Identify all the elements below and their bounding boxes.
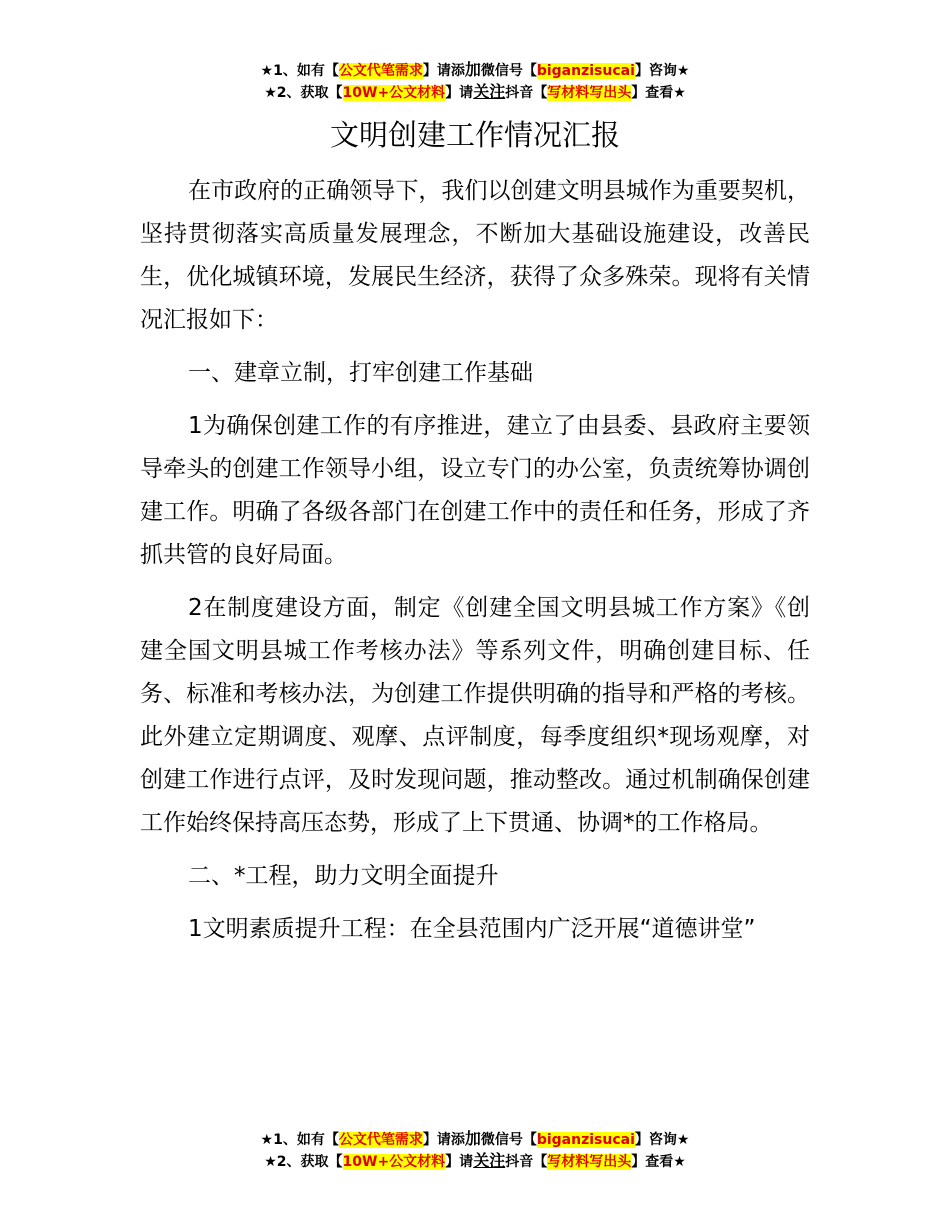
promo-line-1 <box>0 59 950 81</box>
promo-text: 】请 <box>445 85 474 101</box>
promo-text: 】请 <box>445 1154 474 1170</box>
promo-text: ★1、如有【 <box>260 1132 339 1148</box>
promo-highlight: 10W+公文材料 <box>342 85 446 101</box>
section-heading-1: 一、建章立制，打牢创建工作基础 <box>188 360 533 386</box>
promo-text: 微信号【 <box>480 1132 537 1148</box>
promo-emphasis: 加 <box>464 60 481 79</box>
promo-text: 】咨询★ <box>634 63 690 79</box>
promo-text: 抖音【 <box>505 85 548 101</box>
document-title: 文明创建工作情况汇报 <box>329 118 620 152</box>
paragraph-1-2: 2在制度建设方面，制定《创建全国文明县城工作方案》《创建全国文明县城工作考核办法》等系列文件，明确创建目标、任务、标准和考核办法，为创建工作提供明确的指导和严格的考核。此外建立定期调度、观摩、点评制度，每季度组织*现场观摩，对创建工作进行点评，及时发现问题，推动整改。通过机制确保创建工作始终保持高压态势，形成了上下贯通、协调*的工作格局。 <box>140 595 810 836</box>
promo-text: 】查看★ <box>631 85 686 101</box>
promo-highlight: 写材料写出头 <box>547 85 632 101</box>
promo-highlight: 10W+公文材料 <box>342 1154 446 1170</box>
promo-highlight: biganzisucai <box>536 63 635 79</box>
paragraph-1-1: 1为确保创建工作的有序推进，建立了由县委、县政府主要领导牵头的创建工作领导小组，设立专门的办公室，负责统筹协调创建工作。明确了各级各部门在创建工作中的责任和任务，形成了齐抓共管的良好局面。 <box>140 413 810 568</box>
promo-text: 】请添 <box>422 1132 465 1148</box>
promo-line-1 <box>0 1128 950 1150</box>
promo-text: 】咨询★ <box>634 1132 690 1148</box>
document-body <box>140 170 810 961</box>
paragraph-intro: 在市政府的正确领导下，我们以创建文明县城作为重要契机，坚持贯彻落实高质量发展理念，不断加大基础设施建设，改善民生，优化城镇环境，发展民生经济，获得了众多殊荣。现将有关情况汇报如下： <box>140 178 810 333</box>
promo-text: 抖音【 <box>505 1154 548 1170</box>
promo-text: ★1、如有【 <box>260 63 339 79</box>
section-heading-2: 二、*工程，助力文明全面提升 <box>188 863 499 889</box>
promo-highlight: 公文代笔需求 <box>338 1132 423 1148</box>
promo-emphasis: 加 <box>464 1129 481 1148</box>
promo-text: 】请添 <box>422 63 465 79</box>
promo-text: 】查看★ <box>631 1154 686 1170</box>
promo-highlight: 写材料写出头 <box>547 1154 632 1170</box>
promo-banner-top <box>0 59 950 103</box>
promo-line-2 <box>0 81 950 103</box>
promo-highlight: 公文代笔需求 <box>338 63 423 79</box>
paragraph-2-1: 1文明素质提升工程：在全县范围内广泛开展“道德讲堂” <box>188 916 756 942</box>
promo-emphasis: 关注 <box>473 1151 506 1170</box>
promo-text: ★2、获取【 <box>264 1154 343 1170</box>
promo-emphasis: 关注 <box>473 82 506 101</box>
promo-highlight: biganzisucai <box>536 1132 635 1148</box>
promo-text: ★2、获取【 <box>264 85 343 101</box>
promo-line-2 <box>0 1150 950 1172</box>
promo-text: 微信号【 <box>480 63 537 79</box>
promo-banner-bottom <box>0 1128 950 1172</box>
